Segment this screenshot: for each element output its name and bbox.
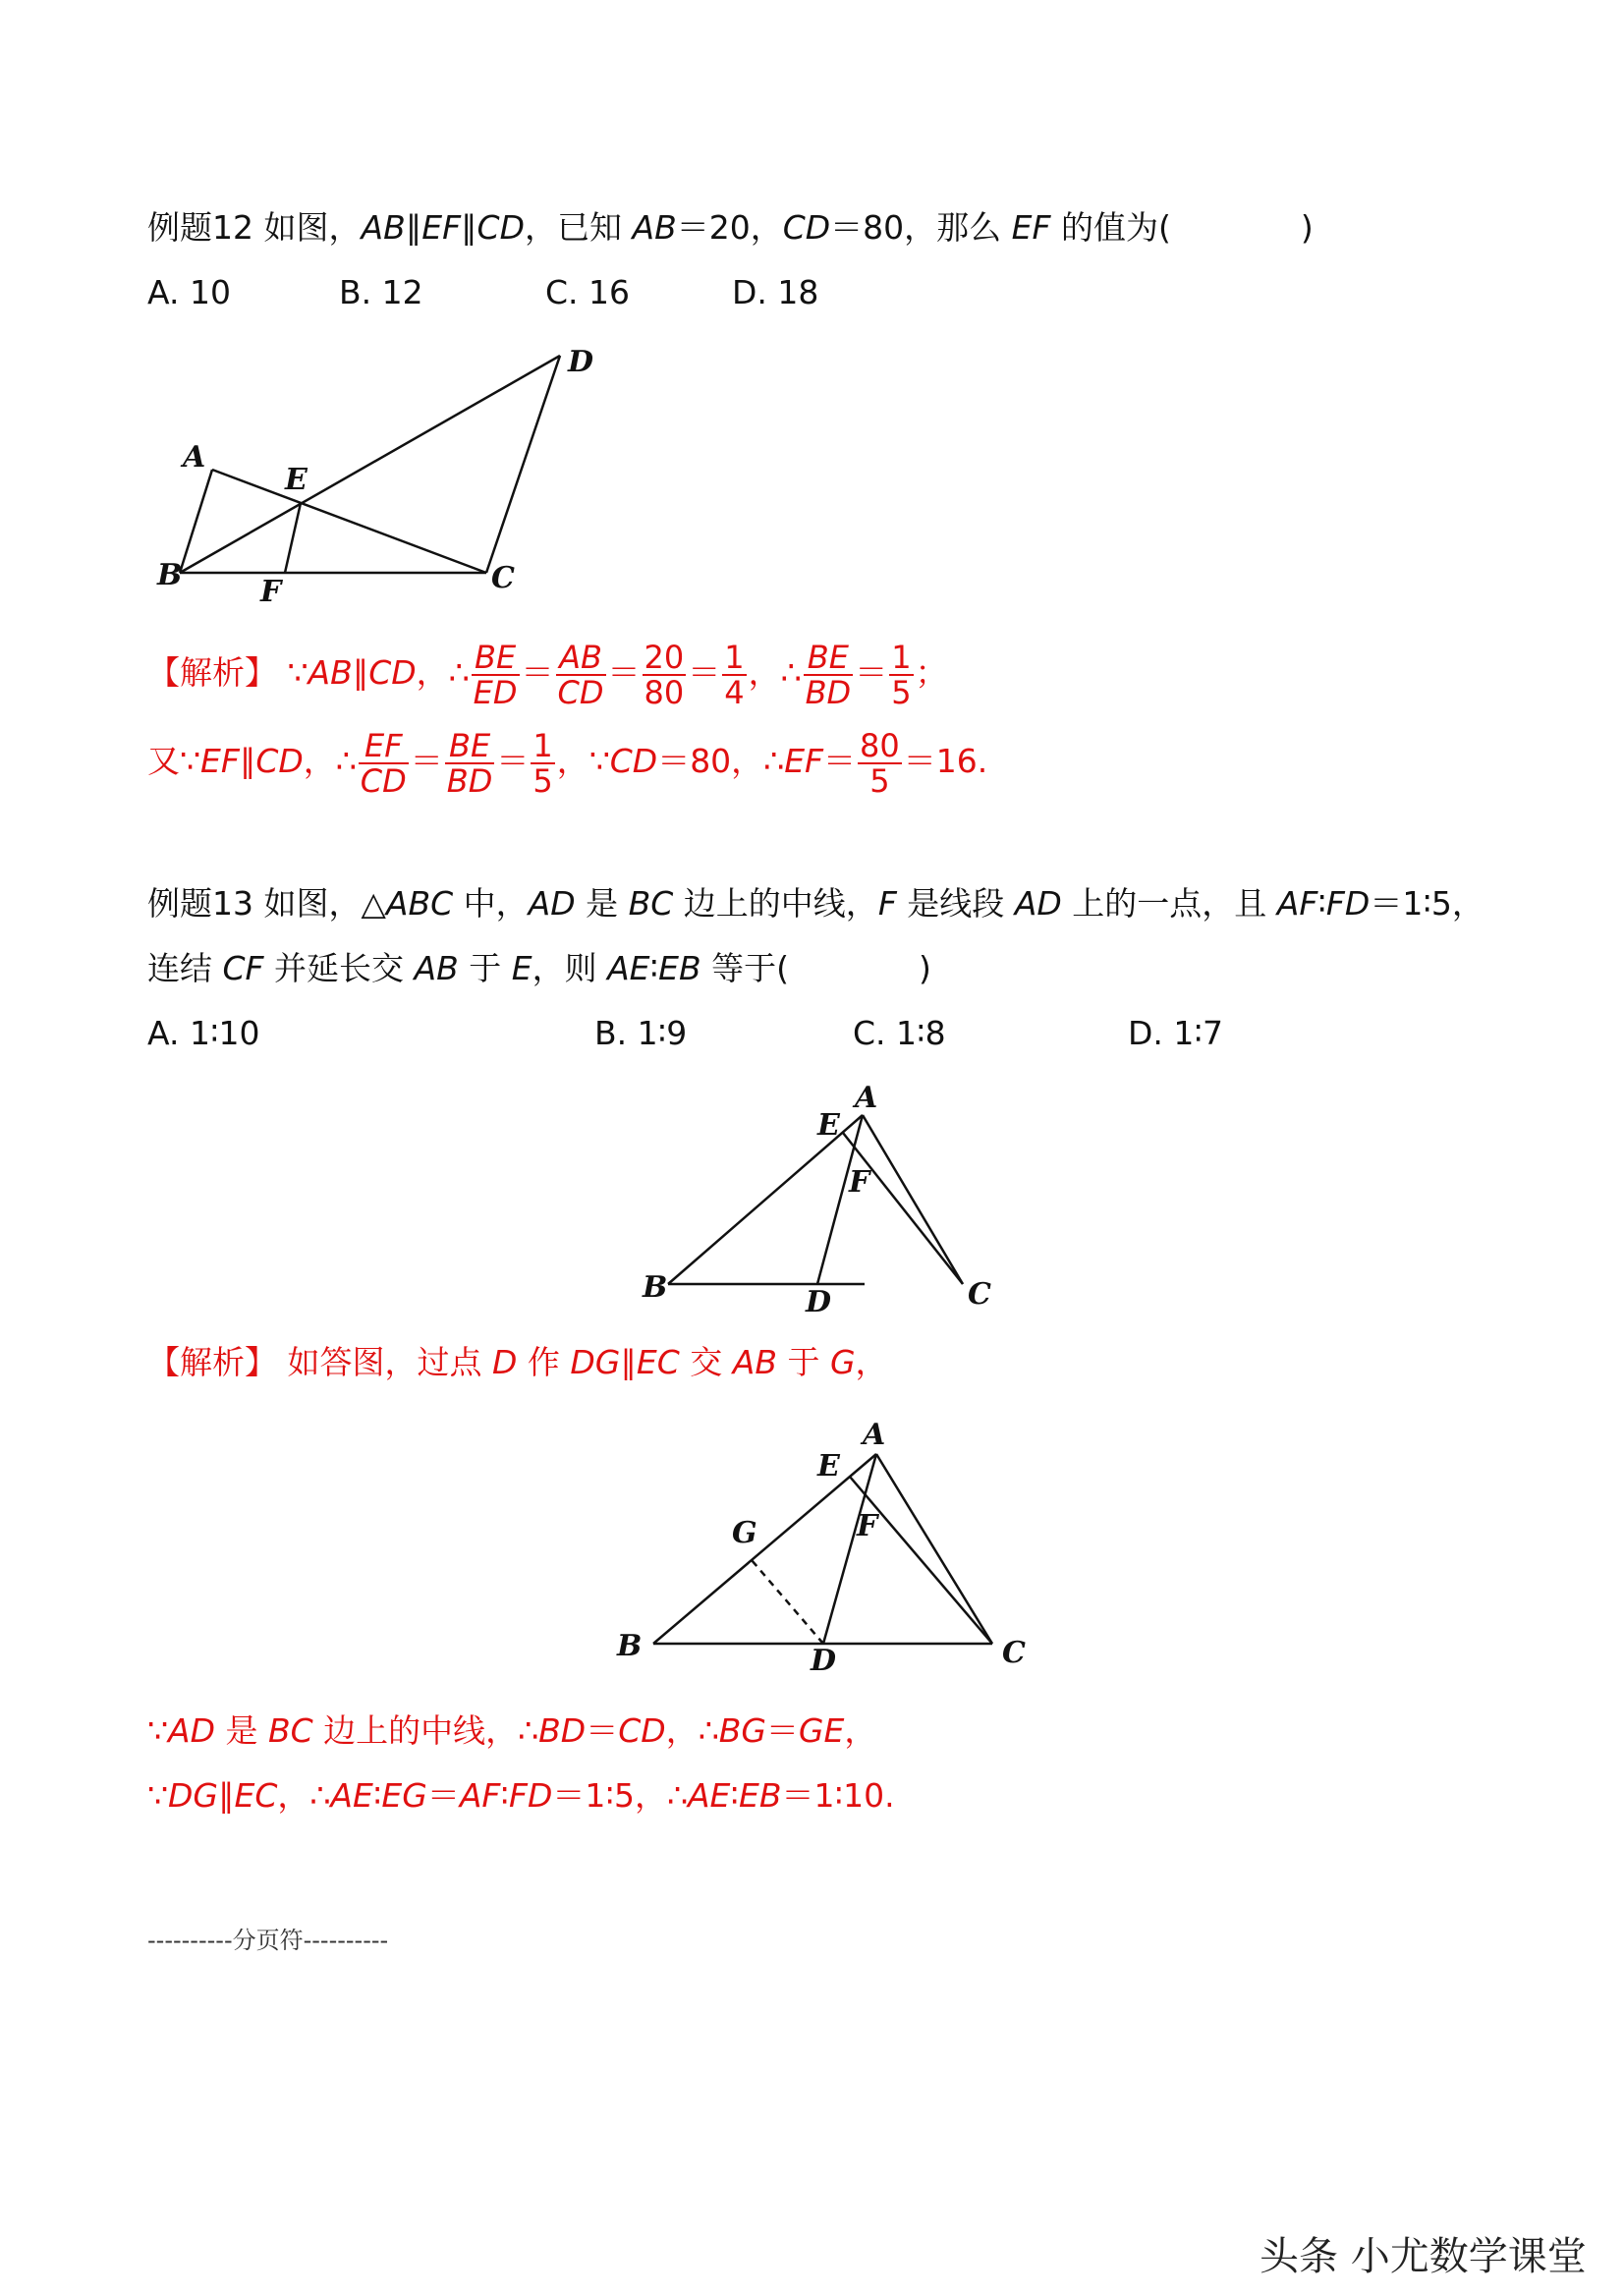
q13-stem-line2: 连结 CF 并延长交 AB 于 E，则 AE∶EB 等于( ) <box>147 949 931 987</box>
q13-fig-label-e: E <box>817 1108 840 1143</box>
fraction: $\frac{1}{5}$ <box>891 638 912 711</box>
q12-label: 例题12 <box>147 208 253 247</box>
q13-option-a: A. 1∶10 <box>147 1014 260 1052</box>
q13-figure <box>629 1076 1002 1321</box>
q12-stem: 例题12 如图，AB∥EF∥CD，已知 AB＝20，CD＝80，那么 EF 的值为( ) <box>147 208 1314 247</box>
q12-solution-tag: 【解析】 <box>147 653 277 692</box>
q13-fig-label-f: F <box>849 1165 870 1200</box>
q13-fig-label-a: A <box>855 1081 878 1115</box>
q13-sol-fig-label-g: G <box>732 1516 757 1550</box>
q13-option-c: C. 1∶8 <box>853 1014 946 1052</box>
q13-sol-fig-label-b: B <box>617 1629 643 1663</box>
fraction: $\frac{1}{4}$ <box>724 638 745 711</box>
q13-option-d: D. 1∶7 <box>1128 1014 1223 1052</box>
q13-sol-fig-label-e: E <box>817 1449 840 1484</box>
q13-sol-fig-label-d: D <box>811 1644 837 1678</box>
q13-sol-fig-label-f: F <box>857 1509 878 1543</box>
page-break-marker: ----------分页符---------- <box>147 1927 389 1954</box>
q12-fig-label-d: D <box>568 345 594 379</box>
q13-option-b: B. 1∶9 <box>594 1014 688 1052</box>
q12-option-c: C. 16 <box>545 273 631 311</box>
q13-solution-line1: 【解析】 如答图，过点 D 作 DG∥EC 交 AB 于 G， <box>147 1343 888 1381</box>
q12-fig-label-c: C <box>491 561 515 595</box>
q12-solution-line2: 又∵EF∥CD，∴ $\frac{EF}{CD}$ ＝ $\frac{BE}{BD}$ ＝ $\frac{1}{5}$ ，∵CD＝80，∴EF＝ $\frac{80}{5}$ ＝16. <box>147 726 988 800</box>
fraction: $\frac{1}{5}$ <box>532 726 553 800</box>
q13-sol-fig-label-a: A <box>863 1418 886 1452</box>
q12-fig-label-e: E <box>285 463 308 497</box>
q13-sol-fig-label-c: C <box>1002 1636 1026 1670</box>
q13-fig-label-d: D <box>806 1285 832 1319</box>
q13-stem-line1: 例题13 如图，△ABC 中，AD 是 BC 边上的中线，F 是线段 AD 上的一点，且 AF∶FD＝1∶5， <box>147 884 1484 923</box>
fraction: $\frac{BE}{BD}$ <box>446 726 493 800</box>
q12-figure <box>147 344 619 609</box>
q13-fig-label-c: C <box>968 1277 991 1312</box>
q12-option-b: B. 12 <box>339 273 423 311</box>
q12-option-a: A. 10 <box>147 273 231 311</box>
q12-solution-line1: 【解析】 ∵AB∥CD，∴ $\frac{BE}{ED}$ ＝ $\frac{AB}{CD}$ ＝ $\frac{20}{80}$ ＝ $\frac{1}{4}$ ，∴ $\frac{BE}{BD}$ ＝ $\frac{1}{5}$ ； <box>147 638 948 711</box>
fraction: $\frac{BE}{BD}$ <box>805 638 852 711</box>
watermark: 头条 小尤数学课堂 <box>1260 2234 1587 2279</box>
fraction: $\frac{20}{80}$ <box>644 638 685 711</box>
fraction: $\frac{80}{5}$ <box>860 726 900 800</box>
q12-fig-label-a: A <box>183 440 206 475</box>
q12-fig-label-b: B <box>157 558 183 592</box>
q13-fig-label-b: B <box>643 1270 668 1305</box>
q13-solution-line3: ∵DG∥EC，∴AE∶EG＝AF∶FD＝1∶5，∴AE∶EB＝1∶10. <box>147 1776 895 1815</box>
q13-solution-figure <box>609 1410 1041 1685</box>
fraction: $\frac{BE}{ED}$ <box>473 638 518 711</box>
q13-solution-tag: 【解析】 <box>147 1343 277 1381</box>
fraction: $\frac{AB}{CD}$ <box>557 638 604 711</box>
q12-fig-label-f: F <box>260 575 282 609</box>
q13-solution-line2: ∵AD 是 BC 边上的中线，∴BD＝CD，∴BG＝GE， <box>147 1711 877 1750</box>
fraction: $\frac{EF}{CD}$ <box>360 726 407 800</box>
q13-label: 例题13 <box>147 884 253 923</box>
q12-option-d: D. 18 <box>732 273 819 311</box>
